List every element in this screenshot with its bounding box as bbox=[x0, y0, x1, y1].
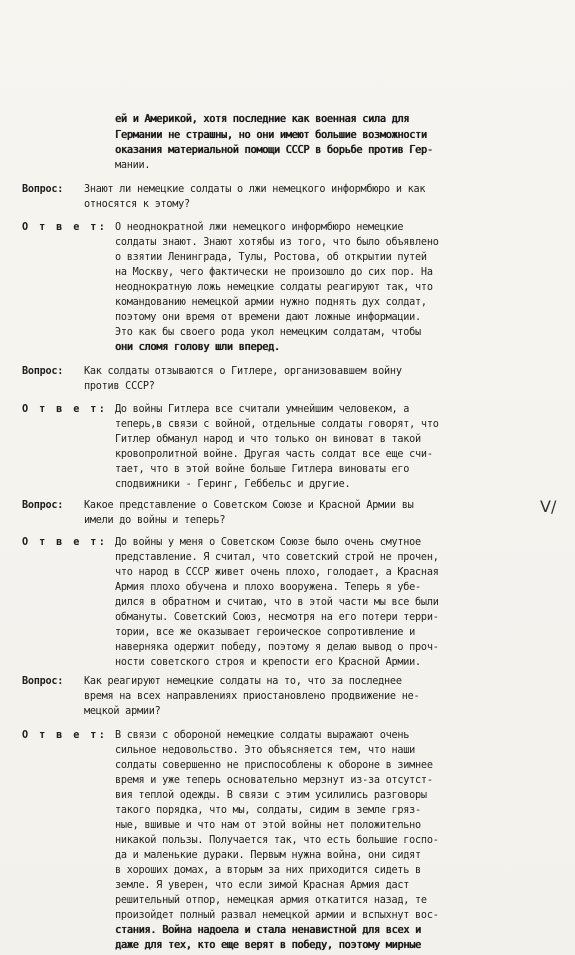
answer-line: сподвижники - Геринг, Геббельс и другие. bbox=[115, 479, 351, 490]
answer-line: время и уже теперь основательно мерзнут из-за отсутст- bbox=[115, 775, 433, 786]
answer-line: на Москву, чего фактически не произошло до сих пор. На bbox=[115, 267, 433, 278]
question-label: Вопрос: bbox=[22, 184, 64, 195]
answer-line: сильное недовольство. Это объясняется тем, что наши bbox=[115, 745, 416, 756]
question-label: Вопрос: bbox=[22, 676, 64, 687]
answer-label: О т в е т: bbox=[22, 730, 108, 741]
answer-line: кровопролитной войне. Другая часть солдат все еще счи- bbox=[115, 449, 433, 460]
question-line: время на всех направлениях приостановлено продвижение не- bbox=[84, 691, 420, 702]
answer-line: Армия плохо обучена и плохо вооружена. Теперь я убе- bbox=[115, 582, 421, 593]
answer-line: Это как бы своего рода укол немецким солдатам, чтобы bbox=[115, 327, 421, 338]
answer-line: В связи с обороной немецкие солдаты выражают очень bbox=[115, 730, 410, 741]
answer-line: наверняка одержит победу, поэтому я делаю вывод о проч- bbox=[115, 642, 439, 653]
answer-line: До войны Гитлера все считали умнейшим человеком, а bbox=[115, 404, 410, 415]
question-line: Как солдаты отзываются о Гитлере, организовавшем войну bbox=[84, 366, 402, 377]
question-line: имели до войны и теперь? bbox=[84, 515, 226, 526]
question-line: относятся к этому? bbox=[84, 199, 190, 210]
intro-line: мании. bbox=[115, 160, 151, 171]
question-line: Как реагируют немецкие солдаты на то, что за последнее bbox=[84, 676, 402, 687]
answer-line: да и маленькие дураки. Первым нужна война, они сидят bbox=[115, 850, 421, 861]
answer-line: стания. Война надоела и стала ненавистной для всех и bbox=[115, 925, 421, 936]
answer-line: решительный отпор, немецкая армия откатится назад, те bbox=[115, 895, 427, 906]
intro-line: ей и Америкой, хотя последние как военная сила для bbox=[115, 114, 410, 125]
answer-line: ности советского строя и крепости его Красной Армии. bbox=[115, 657, 421, 668]
answer-line: теперь,в связи с войной, отдельные солдаты говорят, что bbox=[115, 419, 439, 430]
answer-line: ные, вшивые и что нам от этой войны нет положительно bbox=[115, 820, 421, 831]
answer-line: представление. Я считал, что советский строй не прочен, bbox=[115, 552, 439, 563]
answer-label: О т в е т: bbox=[22, 404, 108, 415]
answer-line: До войны у меня о Советском Союзе было очень смутное bbox=[115, 537, 421, 548]
question-line: Какое представление о Советском Союзе и Красной Армии вы bbox=[84, 500, 414, 511]
answer-line: даже для тех, кто еще верят в победу, поэтому мирные bbox=[115, 940, 421, 951]
answer-label: О т в е т: bbox=[22, 222, 108, 233]
intro-line: оказания материальной помощи СССР в борьбе против Гер- bbox=[115, 145, 433, 156]
answer-line: они сломя голову шли вперед. bbox=[115, 342, 280, 353]
answer-line: вия теплой одежды. В связи с этим усилились разговоры bbox=[115, 790, 427, 801]
answer-line: такого порядка, что мы, солдаты, сидим в земле гряз- bbox=[115, 805, 421, 816]
question-label: Вопрос: bbox=[22, 500, 64, 511]
margin-checkmark-icon: V/ bbox=[540, 497, 557, 516]
question-line: против СССР? bbox=[84, 381, 155, 392]
answer-line: солдаты знают. Знают хотябы из того, что было объявлено bbox=[115, 237, 439, 248]
answer-line: дился в обратном и считаю, что в этой части мы все были bbox=[115, 597, 439, 608]
answer-line: неоднократную ложь немецкие солдаты реагируют так, что bbox=[115, 282, 433, 293]
answer-line: обмануты. Советский Союз, несмотря на его потери терри- bbox=[115, 612, 439, 623]
answer-line: никакой пользы. Получается так, что есть большие госпо- bbox=[115, 835, 439, 846]
answer-line: командованию немецкой армии нужно поднять дух солдат, bbox=[115, 297, 427, 308]
answer-line: тает, что в этой войне больше Гитлера виноваты его bbox=[115, 464, 410, 475]
answer-line: земле. Я уверен, что если зимой Красная Армия даст bbox=[115, 880, 410, 891]
intro-line: Германии не страшны, но они имеют большие возможности bbox=[115, 130, 427, 141]
answer-line: тории, все же оказывает героическое сопротивление и bbox=[115, 627, 416, 638]
answer-line: в хороших домах, а вторым за них приходится сидеть в bbox=[115, 865, 421, 876]
answer-line: произойдет полный развал немецкой армии и вспыхнут вос- bbox=[115, 910, 439, 921]
answer-label: О т в е т: bbox=[22, 537, 108, 548]
question-line: мецкой армии? bbox=[84, 706, 161, 717]
answer-line: поэтому они время от времени дают ложные информации. bbox=[115, 312, 421, 323]
question-label: Вопрос: bbox=[22, 366, 64, 377]
answer-line: солдаты совершенно не приспособлены к обороне в зимнее bbox=[115, 760, 433, 771]
question-line: Знают ли немецкие солдаты о лжи немецкого информбюро и как bbox=[84, 184, 426, 195]
answer-line: О неоднократной лжи немецкого информбюро немецкие bbox=[115, 222, 404, 233]
answer-line: Гитлер обманул народ и что только он виноват в такой bbox=[115, 434, 421, 445]
answer-line: о взятии Ленинграда, Тулы, Ростова, об открытии путей bbox=[115, 252, 427, 263]
answer-line: что народ в СССР живет очень плохо, голодает, а Красная bbox=[115, 567, 439, 578]
